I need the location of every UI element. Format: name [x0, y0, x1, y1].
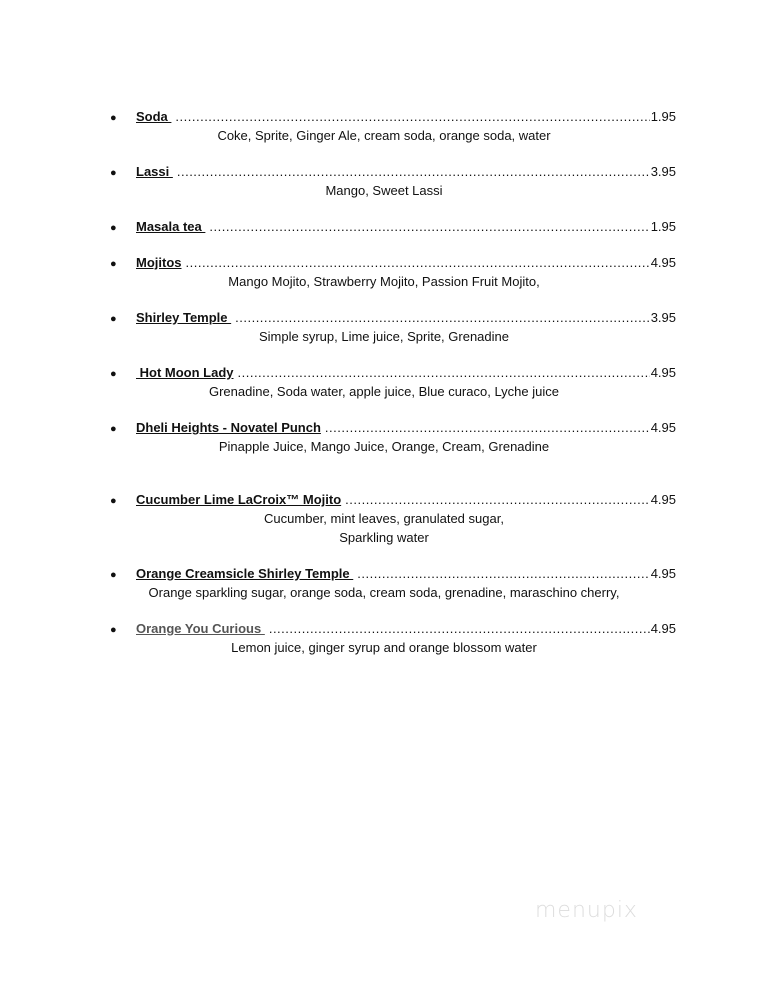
item-description: Coke, Sprite, Ginger Ale, cream soda, orange soda, water — [217, 128, 551, 143]
item-description: Cucumber, mint leaves, granulated sugar, — [264, 511, 504, 526]
item-name: Shirley Temple — [136, 310, 232, 325]
item-price: 3.95 — [650, 164, 676, 179]
item-name: Orange Creamsicle Shirley Temple — [136, 566, 354, 581]
item-description: Lemon juice, ginger syrup and orange blossom water — [231, 640, 537, 655]
menu-item — [110, 419, 676, 436]
dot-leader — [345, 491, 650, 508]
bullet-icon: ● — [110, 624, 117, 636]
bullet-icon: ● — [110, 258, 117, 270]
item-price: 4.95 — [650, 621, 676, 636]
menupix-watermark: menupix — [535, 898, 638, 923]
item-name: Soda — [136, 109, 172, 124]
menu-item — [110, 565, 676, 582]
dot-leader — [175, 108, 649, 125]
menu-item — [110, 108, 676, 125]
menu-item — [110, 620, 676, 637]
menu-item — [110, 364, 676, 381]
dot-leader — [238, 364, 650, 381]
dot-leader — [325, 419, 650, 436]
item-price: 4.95 — [650, 566, 676, 581]
menu-item — [110, 309, 676, 326]
dot-leader — [186, 254, 650, 271]
item-name: Lassi — [136, 164, 173, 179]
item-name: Dheli Heights - Novatel Punch — [136, 420, 321, 435]
bullet-icon: ● — [110, 112, 117, 124]
dot-leader — [209, 218, 649, 235]
menu-item — [110, 218, 676, 235]
item-description: Mango, Sweet Lassi — [325, 183, 443, 198]
item-name: Orange You Curious — [136, 621, 265, 636]
item-name: Hot Moon Lady — [136, 365, 234, 380]
item-description: Orange sparkling sugar, orange soda, cream soda, grenadine, maraschino cherry, — [148, 585, 620, 600]
item-description: Pinapple Juice, Mango Juice, Orange, Cream, Grenadine — [218, 439, 550, 454]
bullet-icon: ● — [110, 167, 117, 179]
dot-leader — [177, 163, 650, 180]
menu-item — [110, 491, 676, 508]
bullet-icon: ● — [110, 569, 117, 581]
item-price: 4.95 — [650, 492, 676, 507]
item-description: Simple syrup, Lime juice, Sprite, Grenadine — [258, 329, 509, 344]
bullet-icon: ● — [110, 423, 117, 435]
item-description: Sparkling water — [339, 530, 429, 545]
item-description: Grenadine, Soda water, apple juice, Blue curaco, Lyche juice — [208, 384, 559, 399]
bullet-icon: ● — [110, 368, 117, 380]
item-price: 3.95 — [650, 310, 676, 325]
menu-item — [110, 254, 676, 271]
item-price: 1.95 — [650, 109, 676, 124]
item-name: Mojitos — [136, 255, 182, 270]
item-price: 4.95 — [650, 255, 676, 270]
item-description: Mango Mojito, Strawberry Mojito, Passion Fruit Mojito, — [228, 274, 540, 289]
item-price: 4.95 — [650, 365, 676, 380]
dot-leader — [235, 309, 650, 326]
dot-leader — [357, 565, 649, 582]
bullet-icon: ● — [110, 313, 117, 325]
item-name: Cucumber Lime LaCroix™ Mojito — [136, 492, 342, 507]
dot-leader — [269, 620, 650, 637]
item-price: 1.95 — [650, 219, 676, 234]
bullet-icon: ● — [110, 495, 117, 507]
item-name: Masala tea — [136, 219, 206, 234]
bullet-icon: ● — [110, 222, 117, 234]
item-price: 4.95 — [650, 420, 676, 435]
menu-item — [110, 163, 676, 180]
